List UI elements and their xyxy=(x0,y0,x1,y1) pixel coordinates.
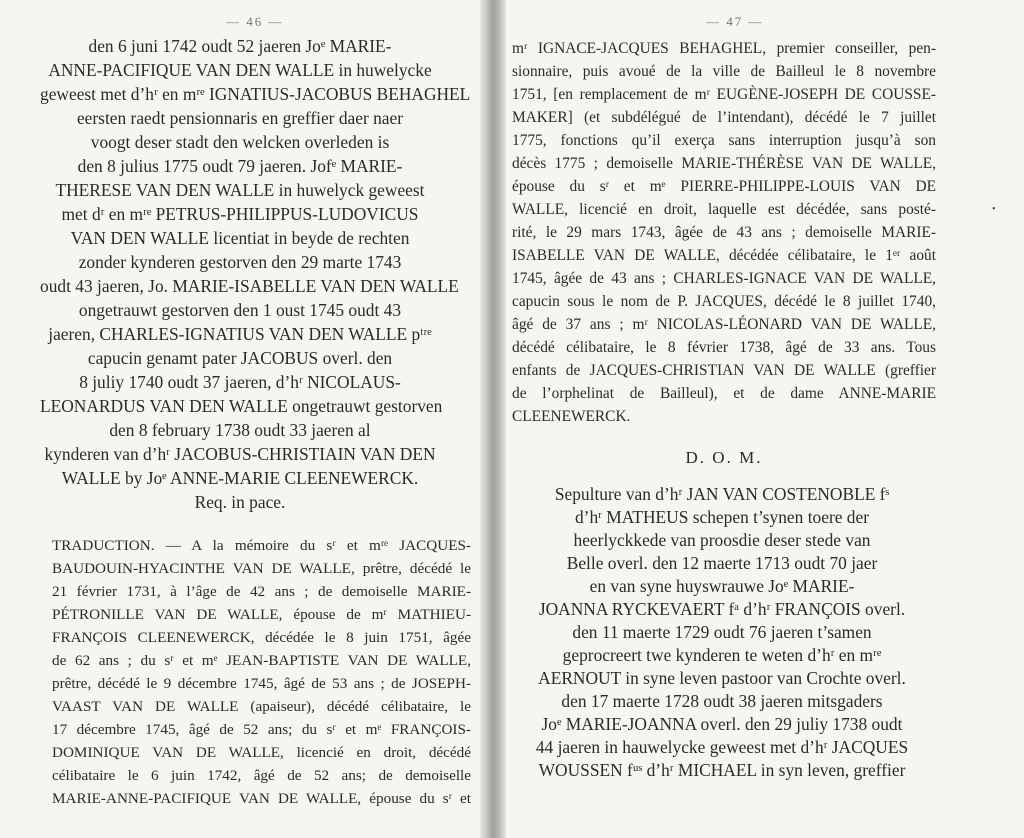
text-line: sionnaire, puis avoué de la ville de Bailleul le 8 novembre xyxy=(512,63,936,80)
text-line: 1775, fonctions qu’il exerça sans interruption jusqu’à son xyxy=(512,132,936,149)
inscription-line: heerlyckkede van proosdie deser stede van xyxy=(573,530,871,550)
text-line: rité, le 29 mars 1743, âgée de 43 ans ; demoiselle MARIE- xyxy=(512,224,936,241)
translation-line: célibataire le 6 juin 1742, âgé de 52 ans; de demoiselle xyxy=(52,767,471,784)
right-page xyxy=(506,0,1024,838)
text-line: décès 1775 ; demoiselle MARIE-THÉRÈSE VAN DE WALLE, xyxy=(512,155,936,172)
inscription-line: den 8 julius 1775 oudt 79 jaeren. Jofᵉ MARIE- xyxy=(77,156,403,176)
section-heading: D. O. M. xyxy=(685,448,763,467)
inscription-line: eersten raedt pensionnaris en greffier daer naer xyxy=(76,108,404,128)
text-line: mʳ IGNACE-JACQUES BEHAGHEL, premier conseiller, pen- xyxy=(512,40,936,57)
inscription-line: JOANNA RYCKEVAERT fᵃ d’hʳ FRANÇOIS overl. xyxy=(538,599,906,619)
inscription-line: oudt 43 jaeren, Jo. MARIE-ISABELLE VAN DEN WALLE xyxy=(40,276,459,296)
inscription-line: met dʳ en mʳᵉ PETRUS-PHILIPPUS-LUDOVICUS xyxy=(61,204,419,224)
page-number-left: — 46 — xyxy=(226,14,284,29)
inscription-line: kynderen van d’hʳ JACOBUS-CHRISTIAIN VAN DEN xyxy=(44,444,436,464)
inscription-line: WOUSSEN fᵘˢ d’hʳ MICHAEL in syn leven, greffier xyxy=(538,760,906,780)
inscription-line: Joᵉ MARIE-JOANNA overl. den 29 juliy 1738 oudt xyxy=(541,714,903,734)
inscription-line: geweest met d’hʳ en mʳᵉ IGNATIUS-JACOBUS BEHAGHEL xyxy=(40,84,471,104)
margin-mark: • xyxy=(992,204,996,215)
inscription-line: zonder kynderen gestorven den 29 marte 1743 xyxy=(78,252,402,272)
inscription-line: en van syne huyswrauwe Joᵉ MARIE- xyxy=(589,576,855,596)
text-line: WALLE, licencié en droit, laquelle est décédée, sans posté- xyxy=(512,201,936,218)
translation-line: DOMINIQUE VAN DE WALLE, licencié en droit, décédé xyxy=(52,744,471,761)
inscription-line: AERNOUT in syne leven pastoor van Crochte overl. xyxy=(538,668,906,688)
text-line: ISABELLE VAN DE WALLE, décédée célibataire, le 1ᵉʳ août xyxy=(512,247,936,264)
left-page xyxy=(0,0,480,838)
inscription-line: Req. in pace. xyxy=(194,492,286,512)
text-line: 1751, [en remplacement de mʳ EUGÈNE-JOSEPH DE COUSSE- xyxy=(512,86,936,103)
page-number-right: — 47 — xyxy=(706,14,764,29)
inscription-line: den 11 maerte 1729 oudt 76 jaeren t’samen xyxy=(572,622,872,642)
translation-line: PÉTRONILLE VAN DE WALLE, épouse de mʳ MATHIEU- xyxy=(52,606,471,623)
translation-line: TRADUCTION. — A la mémoire du sʳ et mʳᵉ JACQUES- xyxy=(52,537,471,554)
translation-line: 21 février 1731, à l’âge de 42 ans ; de demoiselle MARIE- xyxy=(52,583,471,600)
inscription-line: d’hʳ MATHEUS schepen t’synen toere der xyxy=(574,507,870,527)
translation-line: FRANÇOIS CLEENEWERCK, décédée le 8 juin 1751, âgée xyxy=(52,629,471,646)
text-line: décédé célibataire, le 8 février 1738, âgé de 33 ans. Tous xyxy=(512,339,936,356)
translation-line: VAAST VAN DE WALLE (apaiseur), décédé célibataire, le xyxy=(52,698,471,715)
translation-line: 17 décembre 1745, âgé de 52 ans; du sʳ et mᵉ FRANÇOIS- xyxy=(52,721,471,738)
inscription-line: Sepulture van d’hʳ JAN VAN COSTENOBLE fˢ xyxy=(554,484,890,504)
text-line: âgé de 37 ans ; mʳ NICOLAS-LÉONARD VAN DE WALLE, xyxy=(512,316,936,333)
inscription-line: jaeren, CHARLES-IGNATIUS VAN DEN WALLE pᵗʳᵉ xyxy=(48,324,432,344)
inscription-line: ANNE-PACIFIQUE VAN DEN WALLE in huwelycke xyxy=(48,60,432,80)
translation-line: prêtre, décédé le 9 décembre 1745, âgé de 53 ans ; de JOSEPH- xyxy=(52,675,471,692)
inscription-line: voogt deser stadt den welcken overleden is xyxy=(90,132,390,152)
inscription-line: WALLE by Joᵉ ANNE-MARIE CLEENEWERCK. xyxy=(61,468,419,488)
text-line: MAKER] (et subdélégué de l’intendant), décédé le 7 juillet xyxy=(512,109,936,126)
inscription-line: THERESE VAN DEN WALLE in huwelyck geweest xyxy=(55,180,425,200)
text-line: épouse du sʳ et mᵉ PIERRE-PHILIPPE-LOUIS VAN DE xyxy=(512,178,936,195)
book-gutter xyxy=(480,0,506,838)
inscription-line: geprocreert twe kynderen te weten d’hʳ en mʳᵉ xyxy=(562,645,882,665)
translation-line: BAUDOUIN-HYACINTHE VAN DE WALLE, prêtre, décédé le xyxy=(52,560,471,577)
text-line: capucin sous le nom de P. JACQUES, décédé le 8 juillet 1740, xyxy=(512,293,936,310)
inscription-line: 8 juliy 1740 oudt 37 jaeren, d’hʳ NICOLAUS- xyxy=(79,372,401,392)
inscription-line: den 8 february 1738 oudt 33 jaeren al xyxy=(109,420,371,440)
text-line: enfants de JACQUES-CHRISTIAN VAN DE WALLE (greffier xyxy=(512,362,936,379)
inscription-line: Belle overl. den 12 maerte 1713 oudt 70 jaer xyxy=(566,553,878,573)
inscription-line: VAN DEN WALLE licentiat in beyde de rechten xyxy=(70,228,410,248)
inscription-line: den 17 maerte 1728 oudt 38 jaeren mitsgaders xyxy=(561,691,883,711)
text-line: 1745, âgée de 43 ans ; CHARLES-IGNACE VAN DE WALLE, xyxy=(512,270,936,287)
text-line: CLEENEWERCK. xyxy=(512,408,631,425)
inscription-line: LEONARDUS VAN DEN WALLE ongetrauwt gestorven xyxy=(40,396,443,416)
inscription-line: den 6 juni 1742 oudt 52 jaeren Joᵉ MARIE- xyxy=(88,36,392,56)
translation-line: de 62 ans ; du sʳ et mᵉ JEAN-BAPTISTE VAN DE WALLE, xyxy=(52,652,471,669)
inscription-line: ongetrauwt gestorven den 1 oust 1745 oudt 43 xyxy=(78,300,402,320)
text-line: de l’orphelinat de Bailleul), et de dame ANNE-MARIE xyxy=(512,385,936,402)
inscription-line: 44 jaeren in hauwelycke geweest met d’hʳ JACQUES xyxy=(535,737,909,757)
translation-line: MARIE-ANNE-PACIFIQUE VAN DE WALLE, épouse du sʳ et xyxy=(52,790,471,807)
inscription-line: capucin genamt pater JACOBUS overl. den xyxy=(87,348,393,368)
